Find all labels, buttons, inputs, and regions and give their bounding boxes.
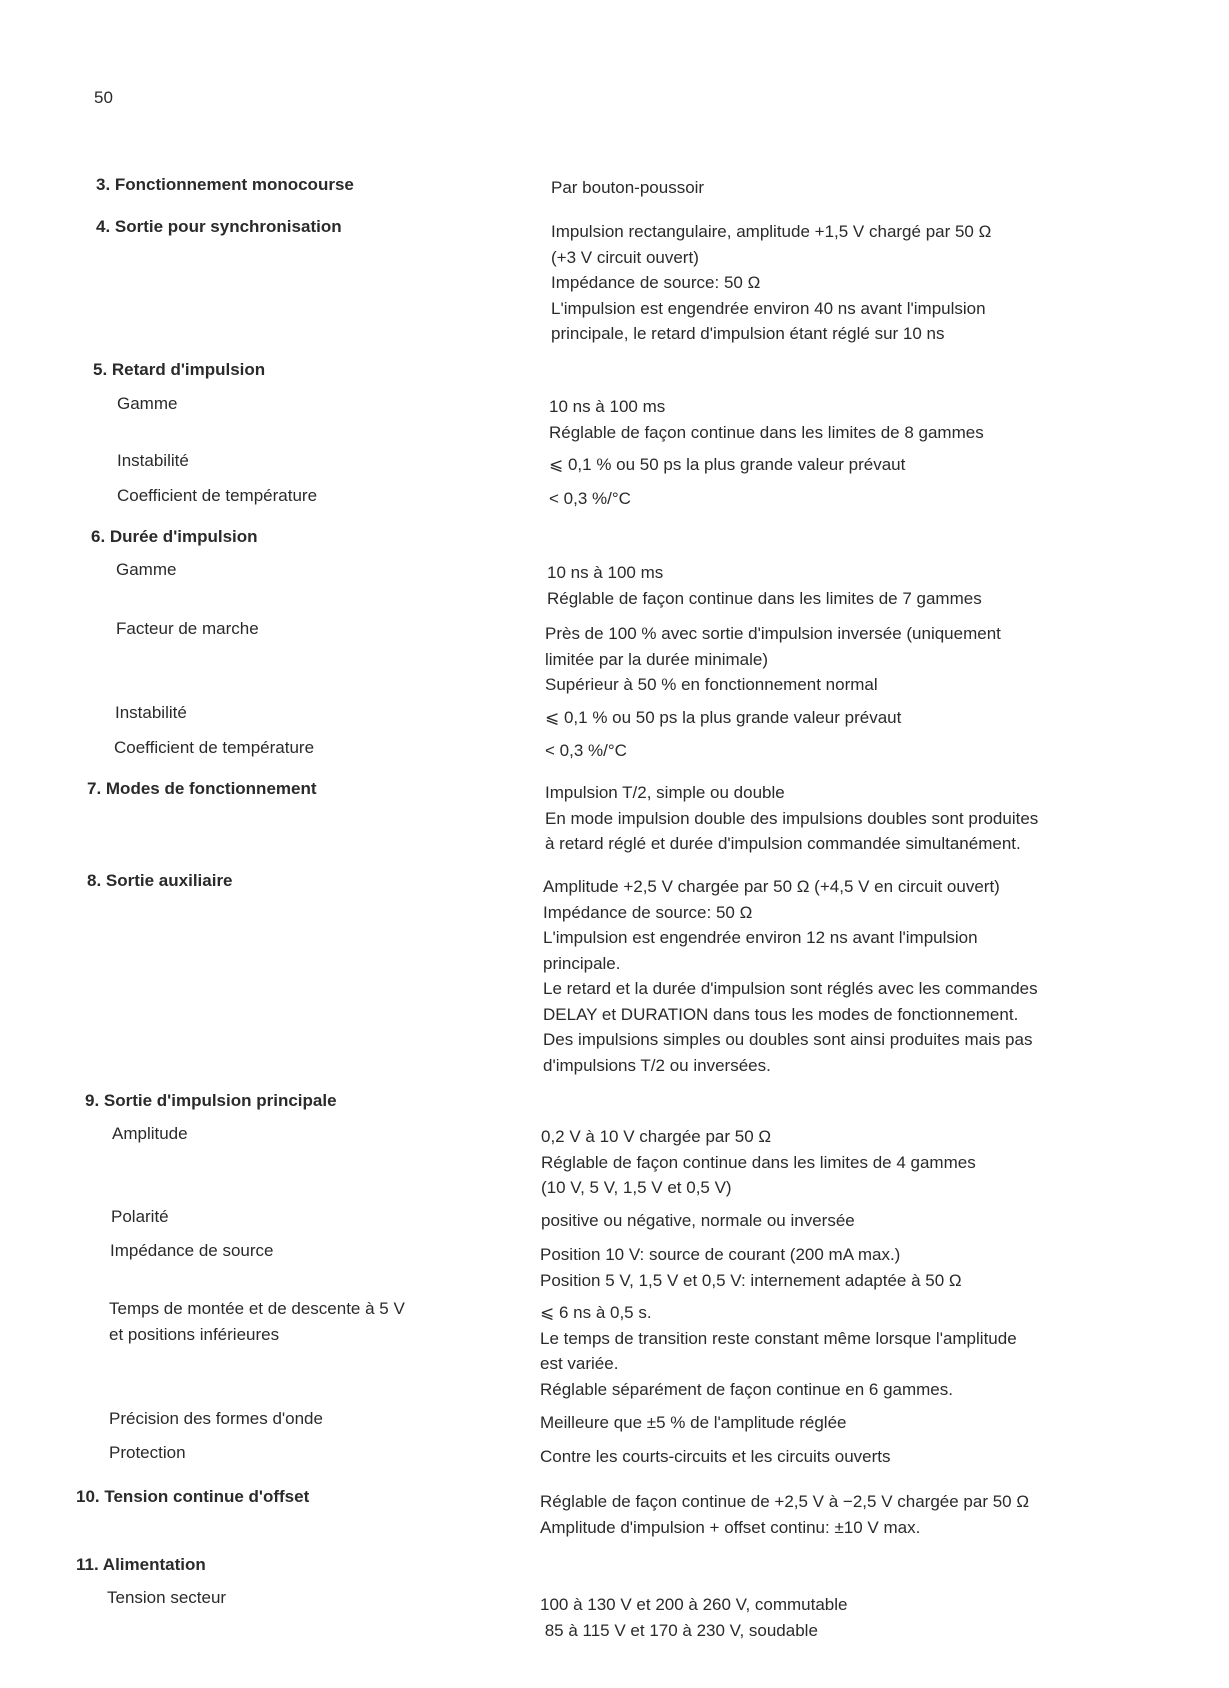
s6-instab-value: ⩽ 0,1 % ou 50 ps la plus grande valeur prévaut — [545, 708, 902, 727]
s6-instab-label: Instabilité — [115, 703, 187, 722]
s5-coef-label: Coefficient de température — [117, 486, 318, 505]
s9-temps-label: Temps de montée et de descente à 5 V et positions inférieures — [109, 1299, 405, 1344]
section-10-title: 10. Tension continue d'offset — [76, 1487, 310, 1506]
section-3-value: Par bouton-poussoir — [551, 178, 705, 197]
s6-gamme-value: 10 ns à 100 ms Réglable de façon continue dans les limites de 7 gammes — [547, 563, 982, 608]
section-4-title: 4. Sortie pour synchronisation — [96, 217, 342, 236]
section-8-value: Amplitude +2,5 V chargée par 50 Ω (+4,5 V en circuit ouvert) Impédance de source: 50 Ω L'impulsion est engendrée environ 12 ns avant l'impulsion principale. Le retard et la durée d'impulsion sont réglés avec les commandes DELAY et DURATION dans tous les modes de fonctionnement. Des impulsions simples ou doubles sont ainsi produites mais pas d'impulsions T/2 ou inversées. — [543, 877, 1038, 1075]
section-10-value: Réglable de façon continue de +2,5 V à −2,5 V chargée par 50 Ω Amplitude d'impulsion + offset continu: ±10 V max. — [540, 1492, 1030, 1537]
s9-amp-label: Amplitude — [112, 1124, 188, 1143]
s9-prot-label: Protection — [109, 1443, 186, 1462]
s6-gamme-label: Gamme — [116, 560, 177, 579]
s9-temps-value: ⩽ 6 ns à 0,5 s. Le temps de transition reste constant même lorsque l'amplitude est variée. Réglable séparément de façon continue en 6 gammes. — [540, 1303, 1017, 1399]
s9-prec-value: Meilleure que ±5 % de l'amplitude réglée — [540, 1413, 847, 1432]
s9-imp-value: Position 10 V: source de courant (200 mA max.) Position 5 V, 1,5 V et 0,5 V: internement adaptée à 50 Ω — [540, 1245, 962, 1290]
section-7-value: Impulsion T/2, simple ou double En mode impulsion double des impulsions doubles sont produites à retard réglé et durée d'impulsion commandée simultanément. — [545, 783, 1039, 853]
section-4-value: Impulsion rectangulaire, amplitude +1,5 V chargé par 50 Ω (+3 V circuit ouvert) Impédance de source: 50 Ω L'impulsion est engendrée environ 40 ns avant l'impulsion principale, le retard d'impulsion étant réglé sur 10 ns — [551, 222, 992, 343]
s5-coef-value: < 0,3 %/°C — [549, 489, 631, 508]
s5-gamme-value: 10 ns à 100 ms Réglable de façon continue dans les limites de 8 gammes — [549, 397, 984, 442]
section-5-title: 5. Retard d'impulsion — [93, 360, 266, 379]
s9-pol-value: positive ou négative, normale ou inversée — [541, 1211, 855, 1230]
s11-tension-value: 100 à 130 V et 200 à 260 V, commutable 85 à 115 V et 170 à 230 V, soudable — [540, 1595, 848, 1640]
s9-amp-value: 0,2 V à 10 V chargée par 50 Ω Réglable de façon continue dans les limites de 4 gammes (10 V, 5 V, 1,5 V et 0,5 V) — [541, 1127, 976, 1197]
section-8-title: 8. Sortie auxiliaire — [87, 871, 233, 890]
s5-gamme-label: Gamme — [117, 394, 178, 413]
s5-instab-value: ⩽ 0,1 % ou 50 ps la plus grande valeur prévaut — [549, 455, 906, 474]
section-7-title: 7. Modes de fonctionnement — [87, 779, 317, 798]
s6-facteur-label: Facteur de marche — [116, 619, 259, 638]
s6-facteur-value: Près de 100 % avec sortie d'impulsion inversée (uniquement limitée par la durée minimale) Supérieur à 50 % en fonctionnement normal — [545, 624, 1001, 694]
s5-instab-label: Instabilité — [117, 451, 189, 470]
page-number: 50 — [94, 88, 113, 107]
s9-prec-label: Précision des formes d'onde — [109, 1409, 323, 1428]
s9-pol-label: Polarité — [111, 1207, 169, 1226]
s9-imp-label: Impédance de source — [110, 1241, 274, 1260]
s9-prot-value: Contre les courts-circuits et les circuits ouverts — [540, 1447, 891, 1466]
section-6-title: 6. Durée d'impulsion — [91, 527, 258, 546]
s6-coef-label: Coefficient de température — [114, 738, 315, 757]
section-9-title: 9. Sortie d'impulsion principale — [85, 1091, 337, 1110]
section-3-title: 3. Fonctionnement monocourse — [96, 175, 354, 194]
section-11-title: 11. Alimentation — [76, 1555, 206, 1574]
s6-coef-value: < 0,3 %/°C — [545, 741, 627, 760]
s11-tension-label: Tension secteur — [107, 1588, 227, 1607]
